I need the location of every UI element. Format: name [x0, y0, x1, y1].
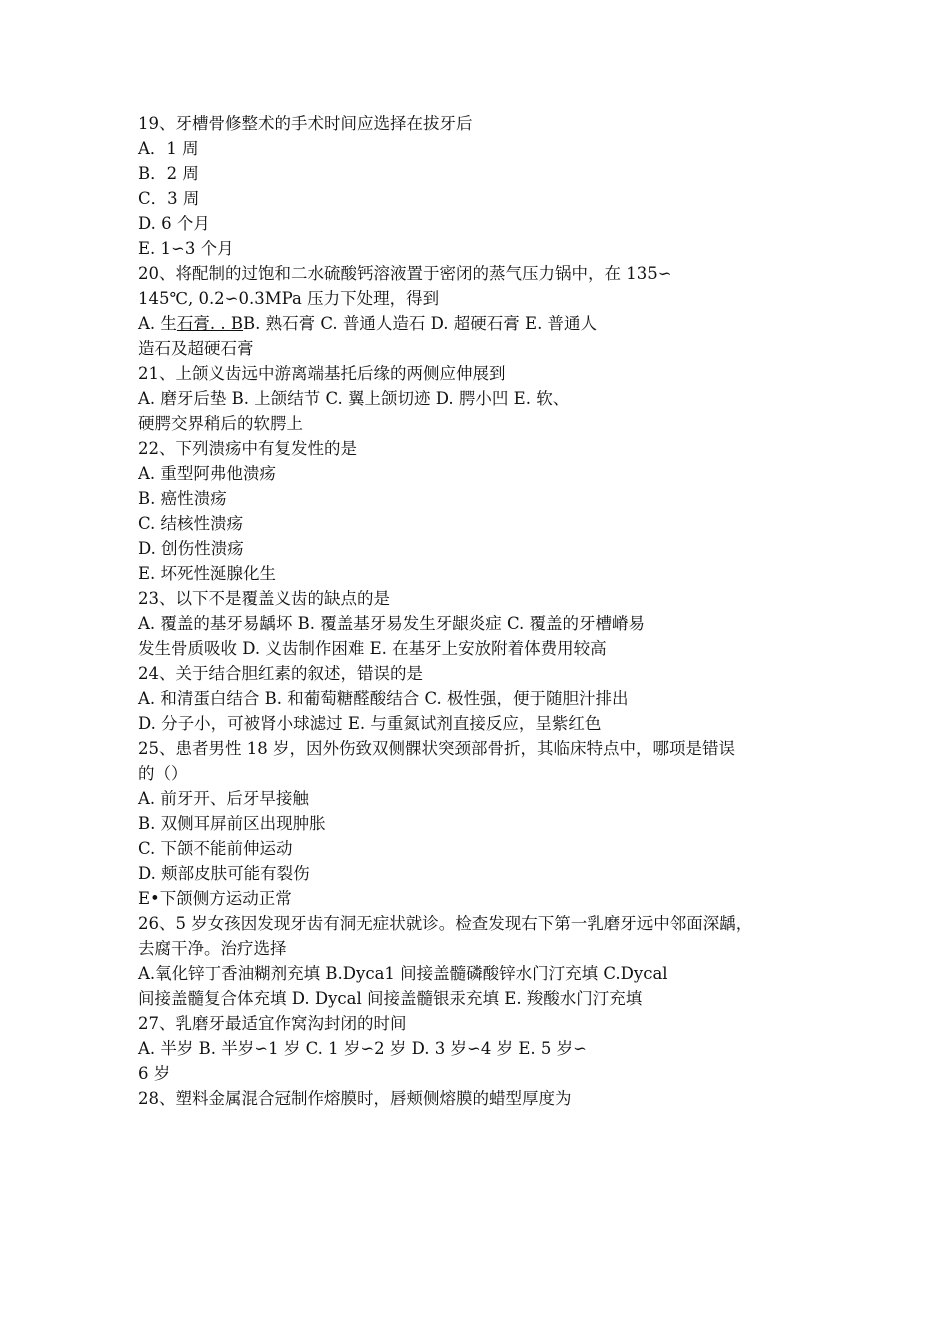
q22-option-a: A. 重型阿弗他溃疡: [138, 464, 276, 483]
q20-option-a: A. 生: [138, 314, 177, 333]
q22-option-e: E. 坏死性涎腺化生: [138, 564, 277, 583]
q24-stem: 24、关于结合胆红素的叙述，错误的是: [138, 664, 423, 683]
q27-options-line1: A. 半岁 B. 半岁∽1 岁 C. 1 岁∽2 岁 D. 3 岁∽4 岁 E. 5 岁∽: [138, 1039, 587, 1058]
q22-option-b: B. 癌性溃疡: [138, 489, 227, 508]
q28-stem: 28、塑料金属混合冠制作熔膜时，唇颊侧熔膜的蜡型厚度为: [138, 1089, 572, 1108]
q20-stem-line1: 20、将配制的过饱和二水硫酸钙溶液置于密闭的蒸气压力锅中，在 135∽: [138, 264, 672, 283]
q20-options-rest: B. 熟石膏 C. 普通人造石 D. 超硬石膏 E. 普通人: [243, 314, 598, 333]
q27-options-line2: 6 岁: [138, 1064, 171, 1083]
q19-option-e: E. 1∽3 个月: [138, 239, 234, 258]
q21-options-line2: 硬腭交界稍后的软腭上: [138, 414, 303, 433]
q25-option-a: A. 前牙开、后牙早接触: [138, 789, 309, 808]
q26-stem-line1: 26、5 岁女孩因发现牙齿有洞无症状就诊。检查发现右下第一乳磨牙远中邻面深龋，: [138, 914, 753, 933]
q25-option-c: C. 下颌不能前伸运动: [138, 839, 293, 858]
q20-option-a-underlined: 石膏. . B: [176, 314, 244, 333]
document-page: [138, 111, 838, 1111]
q25-option-d: D. 颊部皮肤可能有裂伤: [138, 864, 310, 883]
q25-stem-line1: 25、患者男性 18 岁，因外伤致双侧髁状突颈部骨折，其临床特点中，哪项是错误: [138, 739, 735, 758]
q25-option-e: E•下颌侧方运动正常: [138, 889, 292, 908]
q25-option-b: B. 双侧耳屏前区出现肿胀: [138, 814, 326, 833]
q19-option-b: B．2 周: [138, 164, 199, 183]
q20-stem-line2: 145℃, 0.2∽0.3MPa 压力下处理，得到: [138, 289, 440, 308]
q26-options-line2: 间接盖髓复合体充填 D. Dycal 间接盖髓银汞充填 E. 羧酸水门汀充填: [138, 989, 643, 1008]
q24-options-line2: D. 分子小，可被肾小球滤过 E. 与重氮试剂直接反应，呈紫红色: [138, 714, 602, 733]
q21-stem: 21、上颌义齿远中游离端基托后缘的两侧应伸展到: [138, 364, 506, 383]
q23-options-line2: 发生骨质吸收 D. 义齿制作困难 E. 在基牙上安放附着体费用较高: [138, 639, 607, 658]
q23-options-line1: A. 覆盖的基牙易龋坏 B. 覆盖基牙易发生牙龈炎症 C. 覆盖的牙槽嵴易: [138, 614, 646, 633]
q20-options-line1: [138, 311, 838, 336]
q27-stem: 27、乳磨牙最适宜作窝沟封闭的时间: [138, 1014, 407, 1033]
q26-options-line1: A.氧化锌丁香油糊剂充填 B.Dyca1 间接盖髓磷酸锌水门汀充填 C.Dycal: [138, 964, 668, 983]
q24-options-line1: A. 和清蛋白结合 B. 和葡萄糖醛酸结合 C. 极性强，便于随胆汁排出: [138, 689, 629, 708]
q26-stem-line2: 去腐干净。治疗选择: [138, 939, 287, 958]
q19-stem: 19、牙槽骨修整术的手术时间应选择在拔牙后: [138, 114, 473, 133]
q19-option-a: A．1 周: [138, 139, 199, 158]
q21-options-line1: A. 磨牙后垫 B. 上颌结节 C. 翼上颌切迹 D. 腭小凹 E. 软、: [138, 389, 570, 408]
q20-options-line2: 造石及超硬石膏: [138, 339, 254, 358]
q23-stem: 23、以下不是覆盖义齿的缺点的是: [138, 589, 390, 608]
q22-stem: 22、下列溃疡中有复发性的是: [138, 439, 357, 458]
q22-option-c: C. 结核性溃疡: [138, 514, 244, 533]
q19-option-d: D. 6 个月: [138, 214, 210, 233]
q19-option-c: C．3 周: [138, 189, 200, 208]
q22-option-d: D. 创伤性溃疡: [138, 539, 244, 558]
q25-stem-line2: 的（）: [138, 764, 188, 783]
